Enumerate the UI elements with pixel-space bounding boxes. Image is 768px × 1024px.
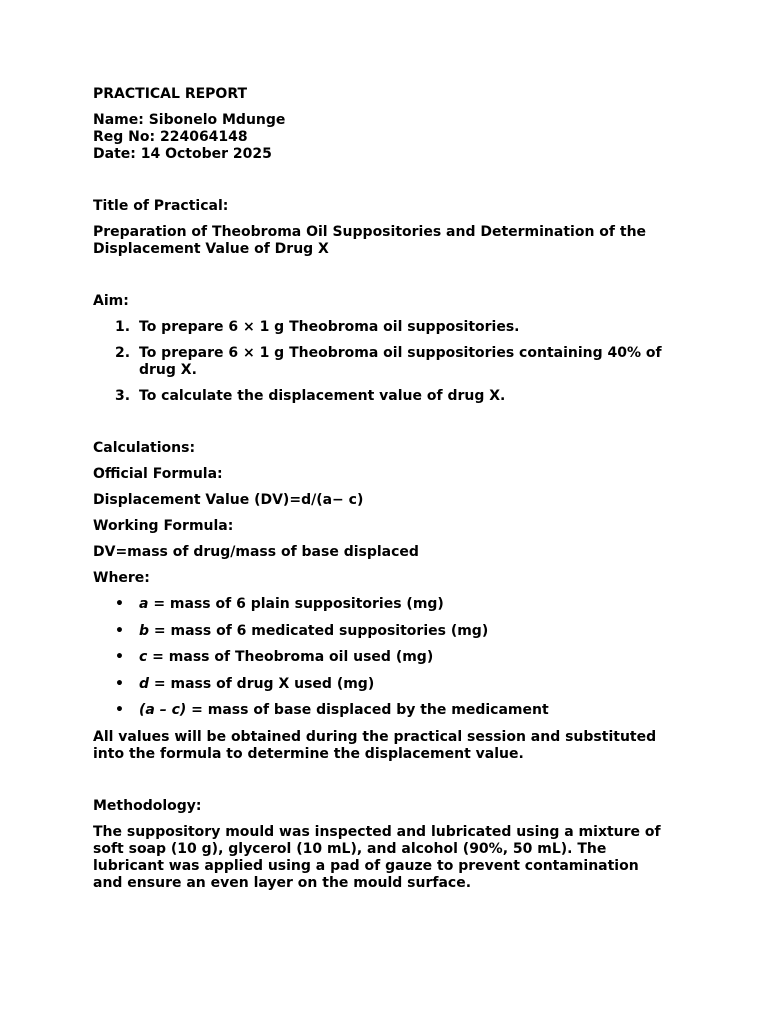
report-date: Date: 14 October 2025 [93, 146, 272, 162]
variable-definition [93, 649, 683, 666]
working-formula: DV=mass of drug/mass of base displaced [93, 544, 419, 560]
aim-item-text: To prepare 6 × 1 g Theobroma oil suppositories. [139, 319, 520, 335]
aim-item-text: To calculate the displacement value of drug X. [139, 388, 506, 404]
practical-title-line-1: Preparation of Theobroma Oil Suppositories and Determination of the [93, 224, 647, 240]
methodology-paragraph [93, 824, 683, 892]
calculations-note [93, 729, 683, 763]
aim-heading: Aim: [93, 293, 129, 309]
variable-definitions-list [93, 596, 683, 719]
working-formula-heading: Working Formula: [93, 518, 234, 534]
variable-symbol: a [139, 596, 149, 612]
bullet-icon: • [115, 622, 124, 639]
report-title: PRACTICAL REPORT [93, 86, 248, 102]
methodology-heading: Methodology: [93, 797, 202, 814]
aim-item [93, 319, 683, 336]
bullet-icon: • [115, 675, 124, 692]
methodology-line: soft soap (10 g), glycerol (10 mL), and alcohol (90%, 50 mL). The [93, 840, 607, 857]
variable-symbol: b [139, 622, 150, 639]
practical-title-line-2: Displacement Value of Drug X [93, 241, 329, 257]
calculations-note-line-2: into the formula to determine the displacement value. [93, 745, 524, 762]
calculations-heading: Calculations: [93, 440, 196, 456]
variable-definition [93, 596, 683, 613]
aim-item-number: 3. [115, 388, 131, 404]
variable-description: = mass of 6 medicated suppositories (mg) [149, 622, 489, 639]
variable-symbol: (a – c) [139, 702, 187, 718]
variable-definition [93, 623, 683, 640]
variable-symbol: d [139, 675, 150, 692]
methodology-line: lubricant was applied using a pad of gauze to prevent contamination [93, 857, 639, 874]
aim-item [93, 388, 683, 405]
methodology-line: and ensure an even layer on the mould surface. [93, 874, 472, 891]
variable-description: = mass of Theobroma oil used (mg) [147, 649, 434, 665]
aim-list [93, 319, 683, 405]
variable-definition [93, 676, 683, 693]
aim-item-text-continued: drug X. [139, 362, 197, 378]
methodology-line: The suppository mould was inspected and lubricated using a mixture of [93, 823, 661, 840]
variable-description: = mass of 6 plain suppositories (mg) [148, 596, 444, 612]
bullet-icon: • [115, 649, 124, 665]
bullet-icon: • [115, 596, 124, 612]
calculations-note-line-1: All values will be obtained during the practical session and substituted [93, 728, 657, 745]
official-formula: Displacement Value (DV)=d/(a− c) [93, 492, 364, 508]
variable-description: = mass of drug X used (mg) [149, 675, 375, 692]
title-of-practical-heading: Title of Practical: [93, 198, 229, 214]
variable-description: = mass of base displaced by the medicament [186, 702, 549, 718]
official-formula-heading: Official Formula: [93, 466, 223, 482]
where-label: Where: [93, 570, 150, 586]
variable-symbol: c [139, 649, 148, 665]
aim-item [93, 345, 683, 379]
aim-item-number: 2. [115, 345, 131, 361]
aim-item-number: 1. [115, 319, 131, 335]
student-name: Name: Sibonelo Mdunge [93, 112, 286, 128]
aim-item-text: To prepare 6 × 1 g Theobroma oil suppositories containing 40% of [139, 345, 662, 361]
bullet-icon: • [115, 702, 124, 718]
registration-number: Reg No: 224064148 [93, 129, 248, 145]
variable-definition [93, 702, 683, 719]
document-page [93, 86, 683, 892]
